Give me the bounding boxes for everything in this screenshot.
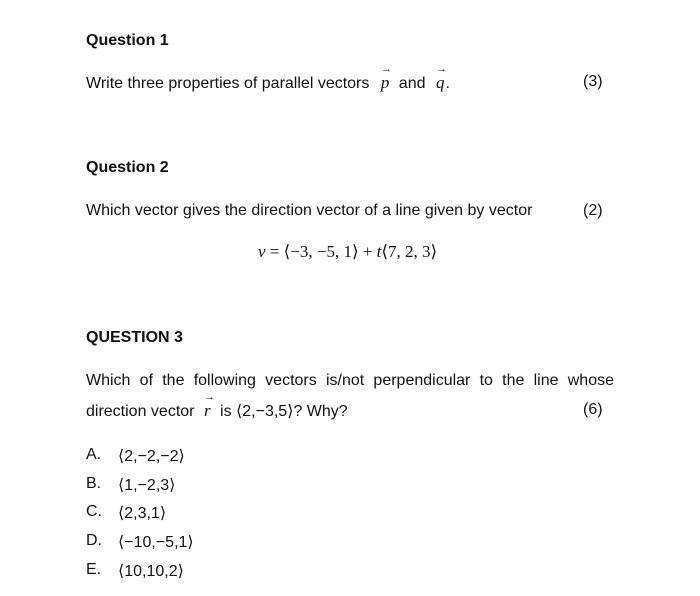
option-d-letter: D.	[86, 532, 102, 549]
question-3-direction-label: direction vector	[86, 403, 195, 420]
option-a-text: ⟨2,−2,−2⟩	[118, 448, 185, 465]
question-2-heading: Question 2	[86, 159, 169, 176]
option-e-letter: E.	[86, 561, 102, 578]
question-2-marks: (2)	[583, 202, 603, 219]
question-1-marks: (3)	[583, 73, 603, 90]
option-d-text: ⟨−10,−5,1⟩	[118, 534, 194, 551]
question-2-text: Which vector gives the direction vector of a line given by vector	[86, 202, 533, 219]
question-1-text	[86, 63, 450, 93]
option-a-letter: A.	[86, 446, 102, 463]
vector-r	[203, 391, 215, 421]
vector-arrow-icon: →	[380, 63, 392, 75]
question-3-marks: (6)	[583, 401, 603, 418]
option-c-text: ⟨2,3,1⟩	[118, 505, 167, 522]
question-1-heading: Question 1	[86, 32, 169, 49]
question-1-connector: and	[398, 75, 426, 92]
vector-p-symbol: p	[380, 73, 390, 92]
option-b-text: ⟨1,−2,3⟩	[118, 477, 176, 494]
question-1-period: .	[445, 75, 450, 92]
option-c-letter: C.	[86, 503, 102, 520]
vector-q-symbol: q	[435, 73, 445, 92]
line-equation	[258, 242, 437, 262]
vector-arrow-icon: →	[435, 63, 447, 75]
question-3-line-2	[86, 391, 348, 421]
question-3-direction-value: is ⟨2,−3,5⟩? Why?	[220, 403, 348, 420]
vector-r-symbol: r	[203, 401, 211, 420]
equation-point: = ⟨−3, −5, 1⟩ +	[265, 242, 377, 261]
vector-p	[380, 63, 392, 93]
equation-parameter: t	[376, 242, 382, 261]
vector-q	[435, 63, 447, 93]
question-3-heading: QUESTION 3	[86, 329, 183, 346]
question-3-line-1: Which of the following vectors is/not perpendicular to the line whose	[86, 372, 614, 389]
question-1-prompt: Write three properties of parallel vectors	[86, 75, 370, 92]
option-b-letter: B.	[86, 475, 102, 492]
equation-variable: v	[258, 242, 266, 261]
vector-arrow-icon: →	[203, 391, 215, 403]
option-e-text: ⟨10,10,2⟩	[118, 563, 184, 580]
equation-direction: ⟨7, 2, 3⟩	[381, 242, 438, 261]
